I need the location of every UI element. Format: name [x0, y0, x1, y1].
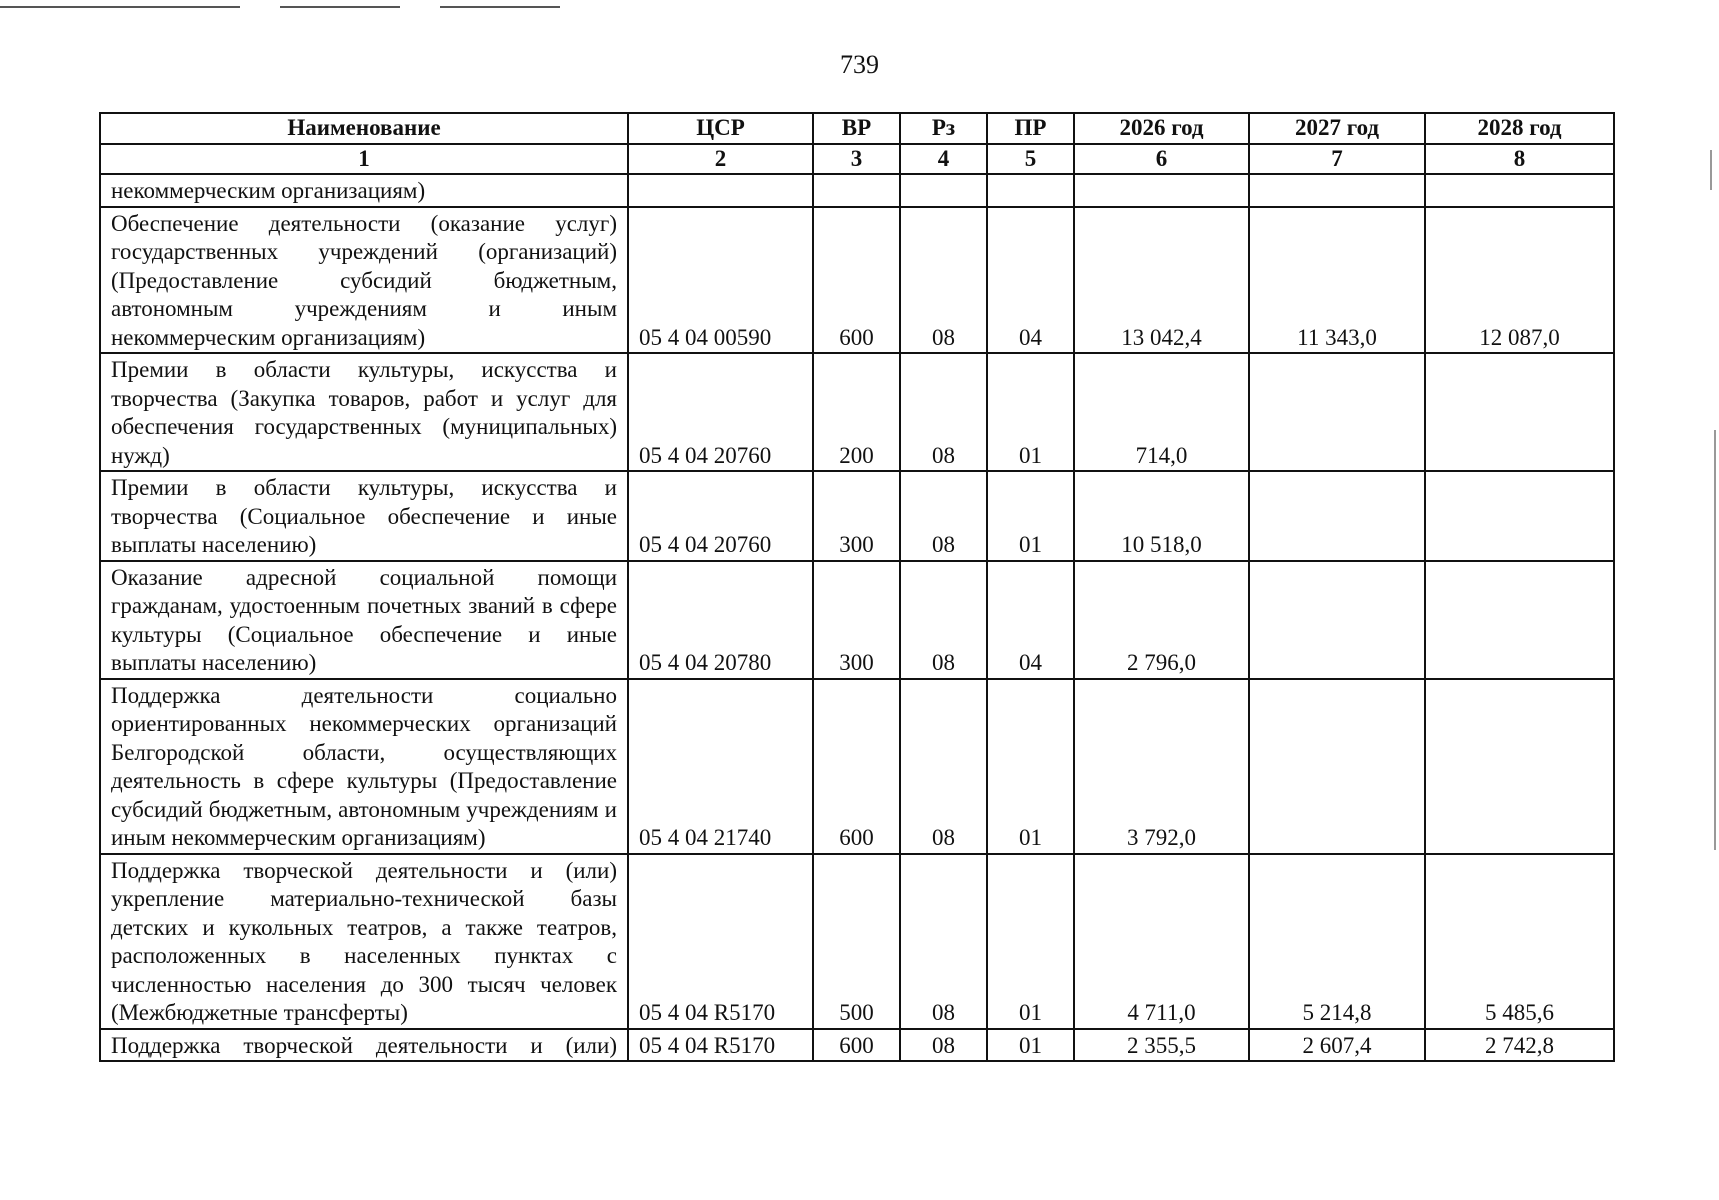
- row-rz: 08: [900, 471, 987, 561]
- row-vr: 300: [813, 561, 900, 679]
- row-2028: 5 485,6: [1425, 854, 1614, 1029]
- column-number: 6: [1074, 144, 1249, 175]
- page-number: 739: [840, 50, 879, 79]
- budget-table: [99, 112, 1615, 1062]
- row-name: Премии в области культуры, искусства и творчества (Социальное обеспечение и иные выплаты населению): [100, 471, 628, 561]
- header-pr: ПР: [987, 113, 1074, 144]
- row-2028: [1425, 353, 1614, 471]
- table-row: [100, 679, 1614, 854]
- row-vr: 200: [813, 353, 900, 471]
- scan-artifact: [0, 6, 240, 8]
- row-vr: 500: [813, 854, 900, 1029]
- column-number: 1: [100, 144, 628, 175]
- row-vr: 600: [813, 1029, 900, 1062]
- row-pr: 04: [987, 561, 1074, 679]
- header-row: [100, 113, 1614, 144]
- row-2026: 10 518,0: [1074, 471, 1249, 561]
- row-pr: 01: [987, 471, 1074, 561]
- header-vr: ВР: [813, 113, 900, 144]
- row-2027: [1249, 471, 1425, 561]
- row-2028: [1425, 471, 1614, 561]
- row-csr: 05 4 04 20760: [628, 353, 813, 471]
- row-rz: 08: [900, 207, 987, 354]
- table-row: [100, 207, 1614, 354]
- row-2027: 2 607,4: [1249, 1029, 1425, 1062]
- table-row: [100, 854, 1614, 1029]
- row-rz: 08: [900, 561, 987, 679]
- header-name: Наименование: [100, 113, 628, 144]
- header-rz: Рз: [900, 113, 987, 144]
- row-2026: 2 355,5: [1074, 1029, 1249, 1062]
- row-rz: 08: [900, 353, 987, 471]
- row-rz: 08: [900, 1029, 987, 1062]
- row-2028: [1425, 679, 1614, 854]
- row-name: Поддержка творческой деятельности и (или): [100, 1029, 628, 1062]
- header-2028: 2028 год: [1425, 113, 1614, 144]
- row-name: Оказание адресной социальной помощи гражданам, удостоенным почетных званий в сфере культуры (Социальное обеспечение и иные выплаты населению): [100, 561, 628, 679]
- row-vr: 600: [813, 679, 900, 854]
- row-name: Обеспечение деятельности (оказание услуг) государственных учреждений (организаций) (Предоставление субсидий бюджетным, автономным учреждениям и иным некоммерческим организациям): [100, 207, 628, 354]
- row-2026: 4 711,0: [1074, 854, 1249, 1029]
- column-number: 8: [1425, 144, 1614, 175]
- row-pr: 01: [987, 353, 1074, 471]
- column-number: 2: [628, 144, 813, 175]
- header-csr: ЦСР: [628, 113, 813, 144]
- row-csr: 05 4 04 00590: [628, 207, 813, 354]
- row-pr: [987, 174, 1074, 207]
- column-number: 3: [813, 144, 900, 175]
- row-csr: [628, 174, 813, 207]
- row-2026: 2 796,0: [1074, 561, 1249, 679]
- scan-artifact: [1714, 430, 1716, 850]
- column-number: 5: [987, 144, 1074, 175]
- header-2027: 2027 год: [1249, 113, 1425, 144]
- row-2027: [1249, 174, 1425, 207]
- row-csr: 05 4 04 20760: [628, 471, 813, 561]
- row-csr: 05 4 04 R5170: [628, 854, 813, 1029]
- scan-artifact: [280, 6, 400, 8]
- row-name: Поддержка творческой деятельности и (или) укрепление материально-технической базы детских и кукольных театров, а также театров, расположенных в населенных пунктах с численностью населения до 300 тысяч человек (Межбюджетные трансферты): [100, 854, 628, 1029]
- row-2026: [1074, 174, 1249, 207]
- row-pr: 01: [987, 854, 1074, 1029]
- row-rz: 08: [900, 854, 987, 1029]
- row-2026: 3 792,0: [1074, 679, 1249, 854]
- row-rz: [900, 174, 987, 207]
- column-number-row: [100, 144, 1614, 175]
- row-2027: 11 343,0: [1249, 207, 1425, 354]
- table-row: [100, 471, 1614, 561]
- scan-artifact: [440, 6, 560, 8]
- row-csr: 05 4 04 21740: [628, 679, 813, 854]
- row-rz: 08: [900, 679, 987, 854]
- row-2026: 714,0: [1074, 353, 1249, 471]
- row-2027: 5 214,8: [1249, 854, 1425, 1029]
- row-name: Премии в области культуры, искусства и творчества (Закупка товаров, работ и услуг для обеспечения государственных (муниципальных) нужд): [100, 353, 628, 471]
- row-2028: 2 742,8: [1425, 1029, 1614, 1062]
- header-2026: 2026 год: [1074, 113, 1249, 144]
- row-pr: 01: [987, 1029, 1074, 1062]
- column-number: 7: [1249, 144, 1425, 175]
- table-row: [100, 174, 1614, 207]
- row-2027: [1249, 353, 1425, 471]
- row-csr: 05 4 04 20780: [628, 561, 813, 679]
- row-csr: 05 4 04 R5170: [628, 1029, 813, 1062]
- table-row: [100, 353, 1614, 471]
- row-2028: [1425, 174, 1614, 207]
- row-2028: [1425, 561, 1614, 679]
- table-row: [100, 561, 1614, 679]
- row-name: некоммерческим организациям): [100, 174, 628, 207]
- row-2027: [1249, 679, 1425, 854]
- scan-artifact: [1710, 150, 1712, 190]
- row-vr: [813, 174, 900, 207]
- row-2028: 12 087,0: [1425, 207, 1614, 354]
- row-pr: 04: [987, 207, 1074, 354]
- row-vr: 300: [813, 471, 900, 561]
- row-vr: 600: [813, 207, 900, 354]
- column-number: 4: [900, 144, 987, 175]
- row-name: Поддержка деятельности социально ориентированных некоммерческих организаций Белгородской области, осуществляющих деятельность в сфере культуры (Предоставление субсидий бюджетным, автономным учреждениям и иным некоммерческим организациям): [100, 679, 628, 854]
- row-pr: 01: [987, 679, 1074, 854]
- table-row: [100, 1029, 1614, 1062]
- row-2027: [1249, 561, 1425, 679]
- row-2026: 13 042,4: [1074, 207, 1249, 354]
